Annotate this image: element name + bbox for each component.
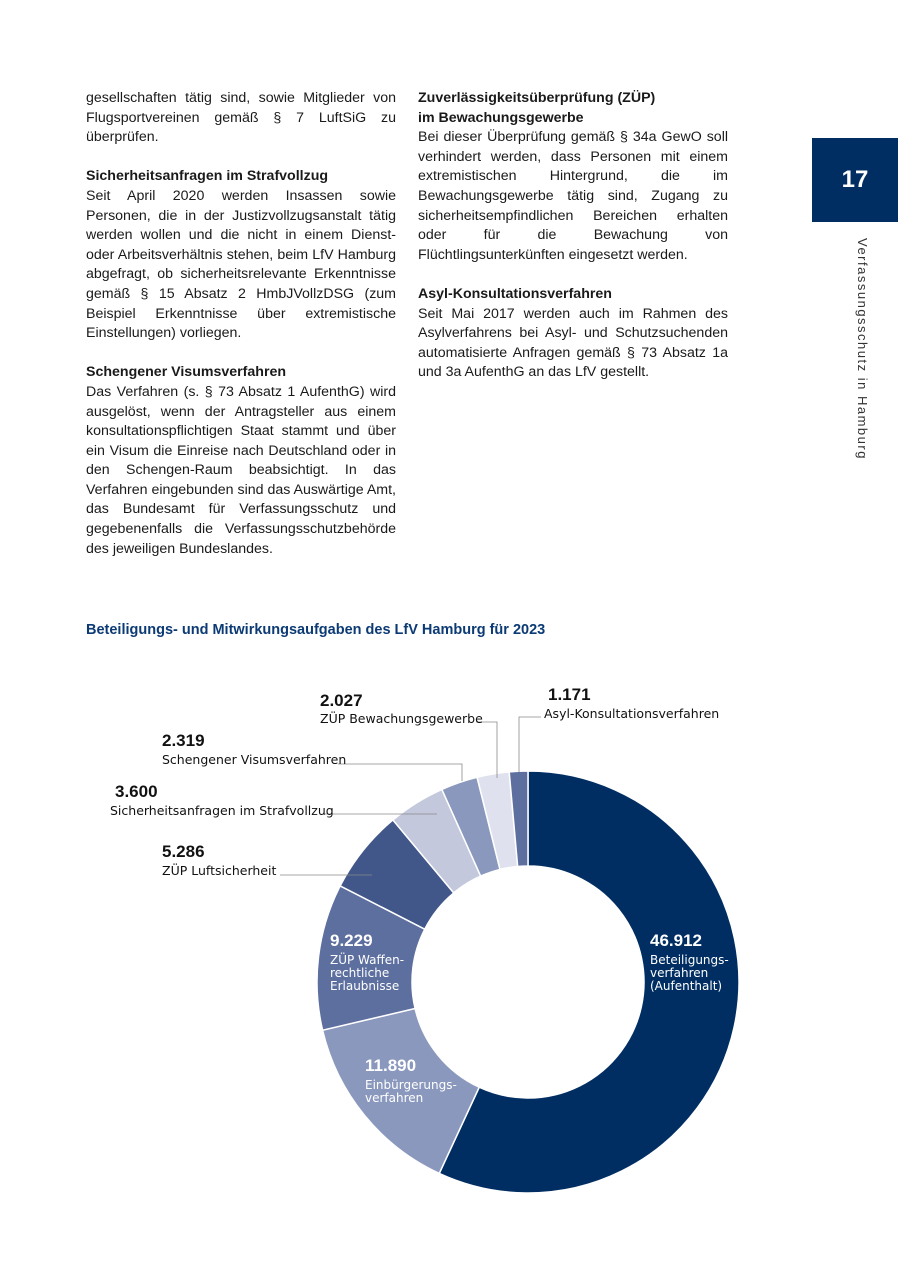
slice-category-label: Schengener Visumsverfahren	[162, 752, 347, 767]
strafvollzug-heading: Sicherheitsanfragen im Strafvollzug	[86, 168, 329, 185]
slice-category-label: verfahren	[650, 966, 709, 980]
slice-category-label: rechtliche	[330, 966, 390, 980]
slice-value-label: 46.912	[650, 931, 702, 950]
slice-category-label: verfahren	[365, 1091, 424, 1105]
page-number: 17	[841, 166, 869, 193]
zuep-section	[418, 89, 728, 265]
page-number-tab	[812, 138, 898, 222]
strafvollzug-section	[86, 167, 396, 343]
asyl-heading: Asyl-Konsultationsverfahren	[418, 285, 612, 302]
slice-value-label: 1.171	[548, 685, 591, 704]
side-running-title: Verfassungsschutz in Hamburg	[855, 238, 870, 460]
chart-title: Beteiligungs- und Mitwirkungsaufgaben des LfV Hamburg für 2023	[86, 622, 546, 638]
zuep-heading-line1: Zuverlässigkeitsüberprüfung (ZÜP)	[418, 90, 656, 106]
intro-paragraph: gesellschaften tätig sind, sowie Mitglieder von Flugsportvereinen gemäß § 7 LuftSiG zu überprüfen.	[86, 90, 396, 146]
schengen-paragraph: Das Verfahren (s. § 73 Absatz 1 AufenthG) wird ausgelöst, wenn der Antragsteller aus einem konsultationspflichtigen Staat stammt und über ein Visum die Einreise nach Deutschland oder in den Schengen-Raum beabsichtigt. In das Verfahren eingebunden sind das Auswärtige Amt, das Bundesamt für Verfassungsschutz und gegebenenfalls die Verfassungsschutzbehörde des jeweiligen Bundeslandes.	[86, 383, 396, 557]
intro-section	[86, 89, 396, 148]
slice-category-label: Sicherheitsanfragen im Strafvollzug	[110, 803, 334, 818]
slice-category-label: ZÜP Luftsicherheit	[162, 863, 277, 878]
slice-value-label: 5.286	[162, 842, 205, 861]
slice-value-label: 2.027	[320, 691, 363, 710]
strafvollzug-paragraph: Seit April 2020 werden Insassen sowie Personen, die in der Justizvollzugsanstalt tätig werden wollen und die nicht in einem Dienst- oder Arbeitsverhältnis stehen, beim LfV Hamburg abgefragt, ob sicherheitsrelevante Erkenntnisse gemäß § 15 Absatz 2 HmbJVollzDSG (zum Beispiel Erkenntnisse über extremistische Einstellungen) vorliegen.	[86, 187, 396, 342]
slice-value-label: 9.229	[330, 931, 373, 950]
schengen-heading: Schengener Visumsverfahren	[86, 364, 287, 381]
slice-category-label: Erlaubnisse	[330, 979, 400, 993]
schengen-section	[86, 363, 396, 559]
leader-line	[338, 764, 462, 781]
asyl-section	[418, 285, 728, 383]
leader-line	[476, 722, 497, 778]
slice-value-label: 11.890	[365, 1056, 417, 1075]
zuep-paragraph: Bei dieser Überprüfung gemäß § 34a GewO soll verhindert werden, dass Personen mit einem extremistischen Hintergrund, die im Bewachungsgewerbe tätig sind, Zugang zu sicherheitsempfindlichen Bereichen erhalten oder für die Bewachung von Flüchtlingsunterkünften eingesetzt werden.	[418, 129, 728, 263]
slice-value-label: 2.319	[162, 731, 205, 750]
slice-category-label: Beteiligungs-	[650, 953, 729, 967]
donut-chart	[0, 660, 900, 1220]
slice-category-label: ZÜP Bewachungsgewerbe	[320, 711, 483, 726]
slice-category-label: ZÜP Waffen-	[330, 953, 405, 967]
asyl-paragraph: Seit Mai 2017 werden auch im Rahmen des Asylverfahrens bei Asyl- und Schutzsuchenden automatisierte Anfragen gemäß § 73 Absatz 1a und 3a AufenthG an das LfV gestellt.	[418, 305, 728, 381]
left-text-column	[86, 89, 396, 579]
slice-category-label: Asyl-Konsultationsverfahren	[544, 706, 720, 721]
zuep-heading-line2: im Bewachungsgewerbe	[418, 109, 584, 126]
leader-line	[519, 717, 541, 772]
right-text-column	[418, 89, 728, 403]
slice-value-label: 3.600	[115, 782, 158, 801]
slice-category-label: Einbürgerungs-	[365, 1078, 457, 1092]
slice-category-label: (Aufenthalt)	[650, 979, 723, 993]
